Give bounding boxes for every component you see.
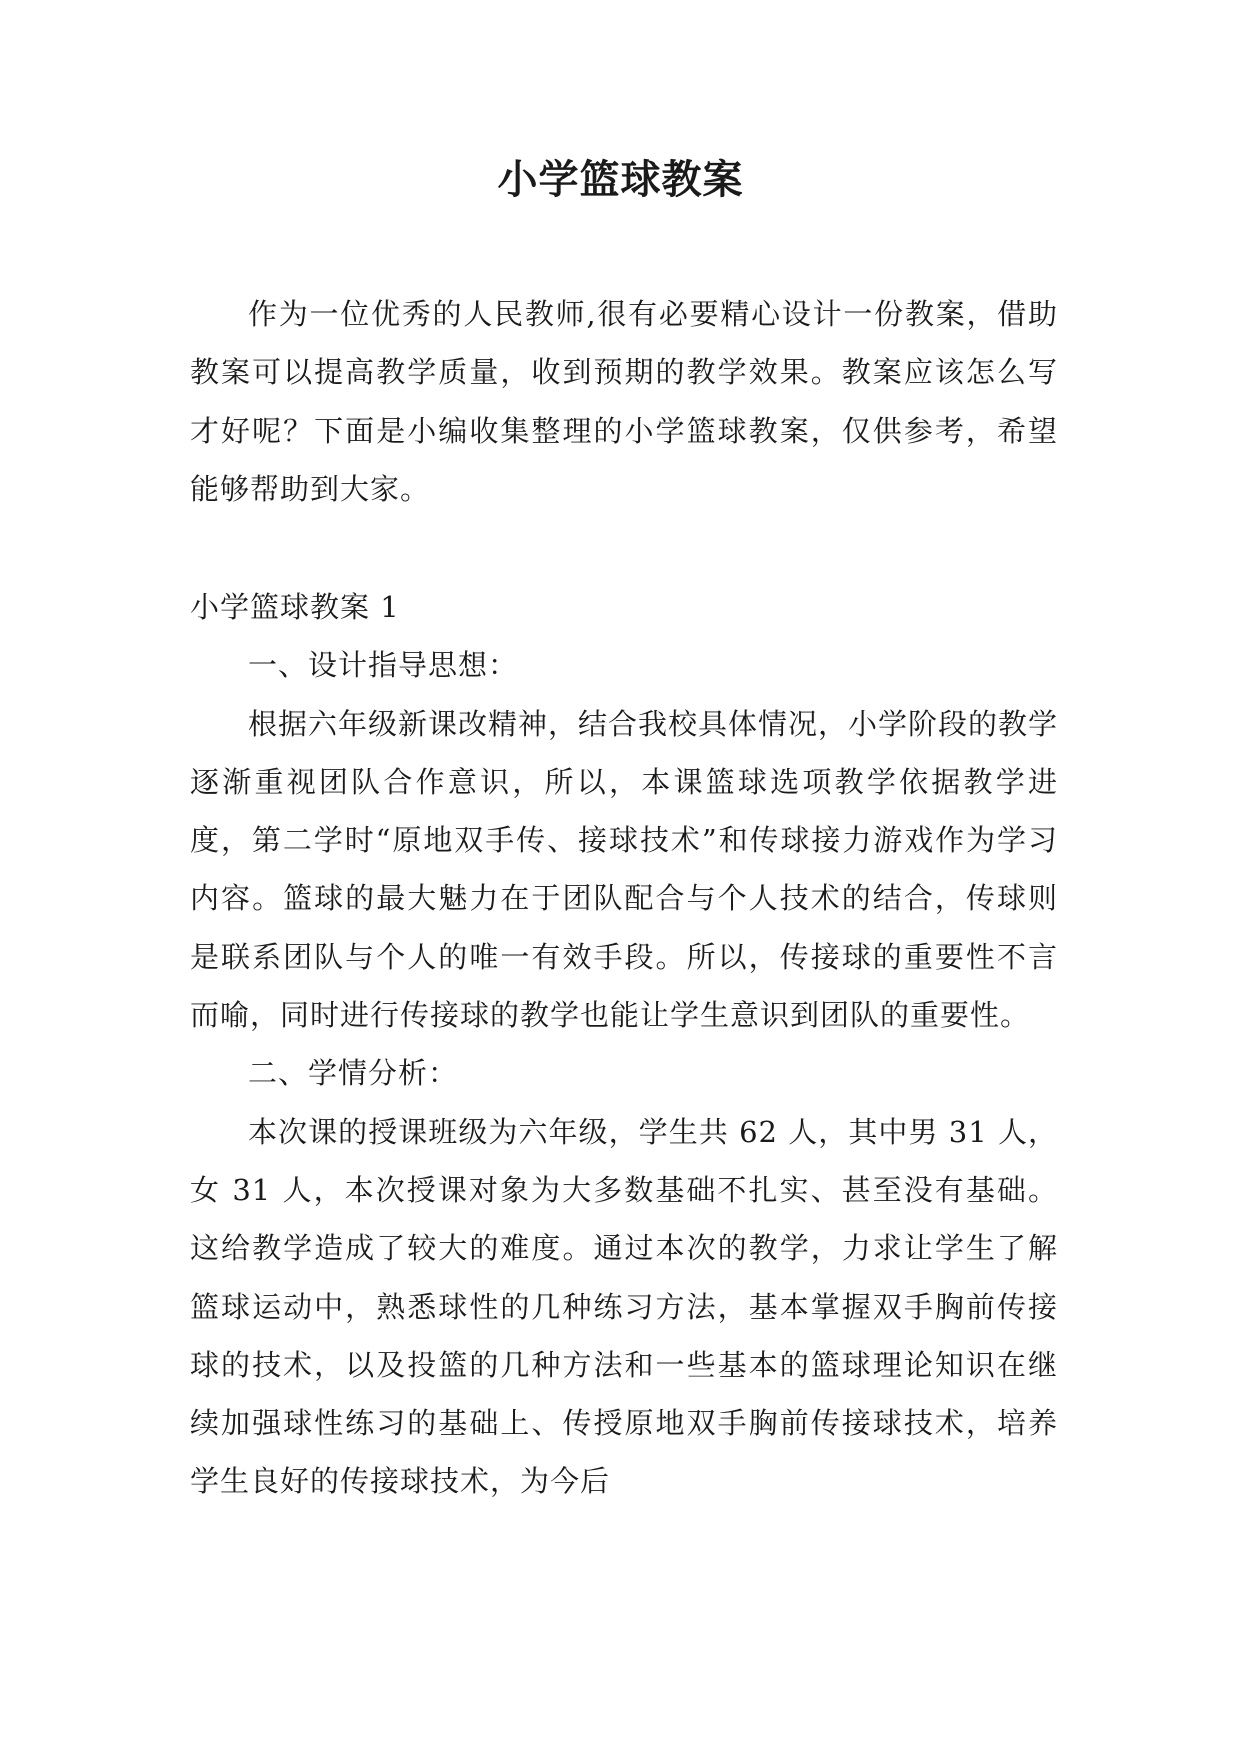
- heading-student-analysis: 二、学情分析：: [248, 1056, 459, 1091]
- intro-block: [190, 285, 1058, 518]
- lesson-section: [190, 578, 1058, 1511]
- document-title: 小学篮球教案: [497, 156, 744, 203]
- paragraph-student-analysis: 本次课的授课班级为六年级，学生共 62 人，其中男 31 人，女 31 人，本次授课对象为大多数基础不扎实、甚至没有基础。这给教学造成了较大的难度。通过本次的教学，力求让学生了解篮球运动中，熟悉球性的几种练习方法，基本掌握双手胸前传接球的技术，以及投篮的几种方法和一些基本的篮球理论知识在继续加强球性练习的基础上、传授原地双手胸前传接球技术，培养学生良好的传接球技术，为今后: [190, 1114, 1058, 1499]
- section-heading: 小学篮球教案 1: [190, 590, 400, 624]
- paragraph-design-guidance: 根据六年级新课改精神，结合我校具体情况，小学阶段的教学逐渐重视团队合作意识，所以，本课篮球选项教学依据教学进度，第二学时“原地双手传、接球技术”和传球接力游戏作为学习内容。篮球的最大魅力在于团队配合与个人技术的结合，传球则是联系团队与个人的唯一有效手段。所以，传接球的重要性不言而喻，同时进行传接球的教学也能让学生意识到团队的重要性。: [190, 706, 1059, 1033]
- heading-design-guidance: 一、设计指导思想：: [248, 648, 519, 683]
- intro-paragraph: 作为一位优秀的人民教师,很有必要精心设计一份教案，借助教案可以提高教学质量，收到预期的教学效果。教案应该怎么写才好呢？下面是小编收集整理的小学篮球教案，仅供参考，希望能够帮助到大家。: [190, 297, 1058, 506]
